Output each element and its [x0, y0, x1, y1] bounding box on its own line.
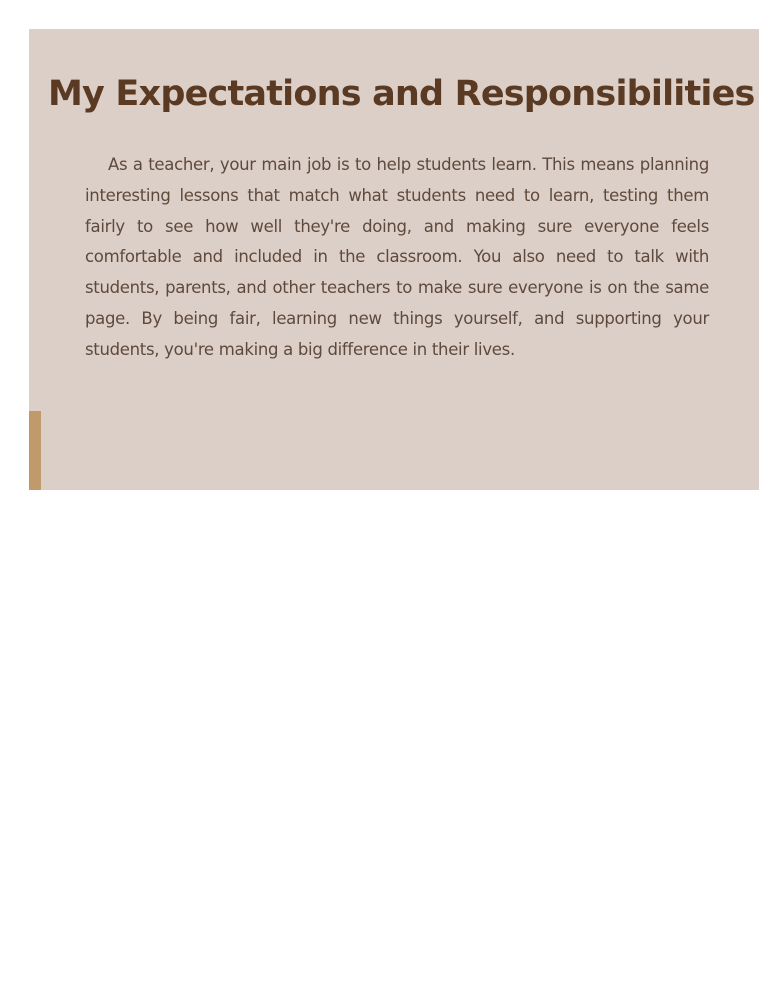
- section-paragraph: As a teacher, your main job is to help students learn. This means planning interesting lessons that match what students need to learn, testing them fairly to see how well they're doing, and making sure everyone feels comfortable and included in the classroom. You also need to talk with students, parents, and other teachers to make sure everyone is on the same page. By being fair, learning new things yourself, and supporting your students, you're making a big difference in their lives.: [85, 155, 709, 359]
- content-card: [29, 29, 759, 490]
- accent-bar: [29, 411, 41, 490]
- section-title: My Expectations and Responsibilities: [48, 74, 755, 114]
